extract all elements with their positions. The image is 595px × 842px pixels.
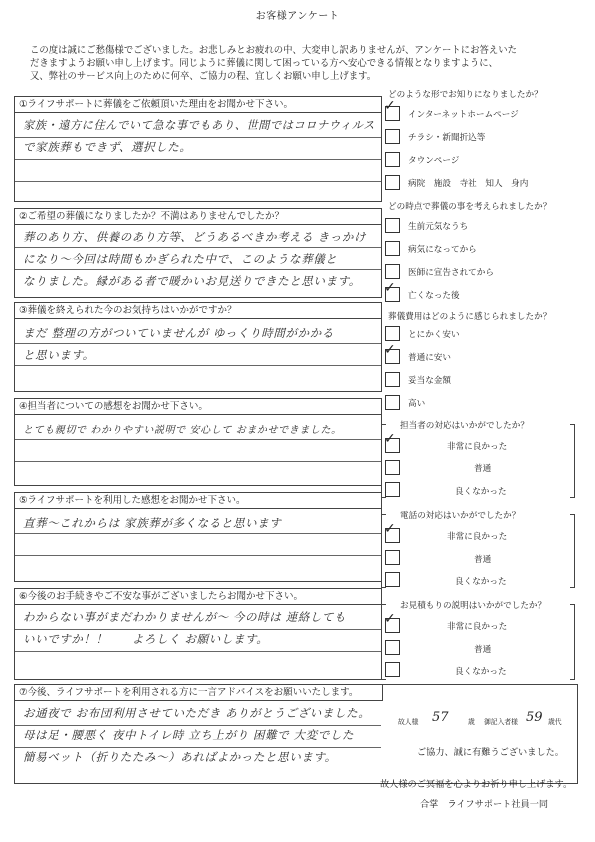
deceased-age-label: 故人様: [398, 718, 419, 726]
right-q3-checkbox-4[interactable]: [385, 395, 400, 410]
form-title: お客様アンケート: [255, 11, 340, 22]
question-6-label: ⑥今後のお手続きやご不安な事がございましたらお聞かせ下さい。: [15, 589, 381, 605]
question-1-box: [14, 96, 382, 202]
check-icon: ✓: [384, 521, 396, 537]
question-6-box: [14, 588, 382, 680]
right-q6-option-2: 普通: [474, 645, 492, 655]
question-6-answer-line-2[interactable]: いいですか！！ よろしく お願いします。: [23, 632, 269, 646]
right-q1-option-4: 病院 施設 寺社 知人 身内: [408, 179, 529, 189]
question-1-label: ①ライフサポートに葬儀をご依頼頂いた理由をお聞かせ下さい。: [15, 97, 381, 113]
right-q4-checkbox-2[interactable]: [385, 460, 400, 475]
right-q2-option-1: 生前元気なうち: [408, 222, 469, 232]
right-q6-checkbox-2[interactable]: [385, 640, 400, 655]
right-q5-option-2: 普通: [474, 555, 492, 565]
question-4-answer-line-1[interactable]: とても親切で わかりやすい説明で 安心して おまかせできました。: [23, 425, 342, 436]
question-7-answer-line-1[interactable]: お通夜で お布団利用させていただき ありがとうございました。: [23, 706, 371, 720]
respondent-age-value[interactable]: 59: [526, 710, 543, 725]
right-q4-option-3: 良くなかった: [455, 487, 507, 497]
bracket-right: [570, 514, 575, 588]
right-q5-option-1: 非常に良かった: [447, 532, 508, 542]
right-q4-option-1: 非常に良かった: [447, 442, 508, 452]
question-5-answer-line-1[interactable]: 直葬～これからは 家族葬が多くなると思います: [23, 516, 282, 530]
right-q5-checkbox-2[interactable]: [385, 550, 400, 565]
right-q1-option-2: チラシ・新聞折込等: [408, 133, 486, 143]
right-q4-option-2: 普通: [474, 464, 492, 474]
right-q1-checkbox-2[interactable]: [385, 129, 400, 144]
bracket-right: [570, 424, 575, 498]
signature-text: 合掌 ライフサポート社員一同: [420, 799, 549, 810]
question-2-label: ②ご希望の葬儀になりましたか？不満はありませんでしたか？: [15, 209, 381, 225]
thanks-text: ご協力、誠に有難うございました。: [417, 747, 564, 758]
question-7-label: ⑦今後、ライフサポートを利用される方に一言アドバイスをお願いいたします。: [15, 685, 383, 701]
question-7-answer-line-2[interactable]: 母は足・腰悪く 夜中トイレ時 立ち上がり 困難で 大変でした: [23, 728, 355, 742]
right-q3-option-1: とにかく安い: [408, 330, 460, 340]
intro-line-1: この度は誠にご愁傷様でございました。お悲しみとお疲れの中、大変申し訳ありませんが、アンケートにお答えいた: [30, 45, 517, 56]
question-4-label: ④担当者についての感想をお聞かせ下さい。: [15, 399, 381, 415]
question-3-answer-line-2[interactable]: と思います。: [23, 348, 95, 362]
question-3-label: ③葬儀を終えられた今のお気持ちはいかがですか？: [15, 303, 381, 319]
right-q3-checkbox-1[interactable]: [385, 326, 400, 341]
respondent-age-label: 御記入者様: [484, 718, 518, 726]
question-1-answer-line-1[interactable]: 家族・遠方に住んでいて急な事でもあり、世間ではコロナウィルス: [23, 118, 375, 132]
check-icon: ✓: [384, 611, 396, 627]
right-q1-checkbox-4[interactable]: [385, 175, 400, 190]
check-icon: ✓: [384, 98, 396, 114]
intro-text: [30, 44, 570, 83]
question-2-answer-line-2[interactable]: になり～今回は時間もかぎられた中で、このような葬儀と: [23, 252, 338, 266]
right-q6-option-1: 非常に良かった: [447, 622, 508, 632]
question-4-box: [14, 398, 382, 486]
right-q2-checkbox-3[interactable]: [385, 264, 400, 279]
check-icon: ✓: [384, 280, 396, 296]
right-q1-checkbox-3[interactable]: [385, 152, 400, 167]
right-q5-heading: 電話の対応はいかがでしたか？: [400, 511, 521, 521]
question-5-label: ⑤ライフサポートを利用した感想をお聞かせ下さい。: [15, 493, 381, 509]
right-q3-option-3: 妥当な金額: [408, 376, 451, 386]
right-q2-heading: どの時点で葬儀の事を考えられましたか？: [388, 202, 552, 212]
question-2-box: [14, 208, 382, 298]
intro-line-3: 又、弊社のサービス向上のために何卒、ご協力の程、宜しくお願い申し上げます。: [30, 71, 377, 82]
intro-line-2: だきますようお願い申し上げます。同じように葬儀に関して困っている方へ安心できる情報となりますように、: [30, 58, 499, 69]
question-2-answer-line-3[interactable]: なりました。縁がある者で暖かいお見送りできたと思います。: [23, 274, 361, 288]
check-icon: ✓: [384, 342, 396, 358]
check-icon: ✓: [384, 431, 396, 447]
right-q4-checkbox-3[interactable]: [385, 482, 400, 497]
right-q2-option-4: 亡くなった後: [408, 291, 460, 301]
right-q3-option-2: 普通に安い: [408, 353, 451, 363]
deceased-age-value[interactable]: 57: [432, 710, 449, 725]
right-q2-option-3: 医師に宣告されてから: [408, 268, 494, 278]
condolence-text: 故人様のご冥福を心よりお祈り申し上げます。: [380, 779, 573, 790]
question-3-answer-line-1[interactable]: まだ 整理の方がついていませんが ゆっくり時間がかかる: [23, 326, 334, 340]
deceased-age-unit: 歳: [468, 718, 475, 726]
bracket-right: [570, 604, 575, 680]
question-7-answer-line-3[interactable]: 簡易ベット（折りたたみ～）あればよかったと思います。: [23, 750, 337, 764]
question-6-answer-line-1[interactable]: わからない事がまだわかりませんが～ 今の時は 連絡しても: [23, 610, 347, 624]
question-7-box: [14, 684, 578, 784]
question-5-box: [14, 492, 382, 582]
right-q3-heading: 葬儀費用はどのように感じられましたか？: [388, 312, 552, 322]
right-q6-heading: お見積もりの説明はいかがでしたか？: [400, 601, 547, 611]
right-q2-checkbox-2[interactable]: [385, 241, 400, 256]
respondent-age-unit: 歳代: [548, 718, 562, 726]
right-q5-option-3: 良くなかった: [455, 577, 507, 587]
question-1-answer-line-2[interactable]: で家族葬もできず、選択した。: [23, 140, 192, 154]
right-q2-option-2: 病気になってから: [408, 245, 477, 255]
right-q6-checkbox-3[interactable]: [385, 662, 400, 677]
right-q6-option-3: 良くなかった: [455, 667, 507, 677]
right-q4-heading: 担当者の対応はいかがでしたか？: [400, 421, 529, 431]
right-q3-option-4: 高い: [408, 399, 426, 409]
question-3-box: [14, 302, 382, 392]
right-q3-checkbox-3[interactable]: [385, 372, 400, 387]
right-q5-checkbox-3[interactable]: [385, 572, 400, 587]
question-2-answer-line-1[interactable]: 葬のあり方、供養のあり方等、どうあるべきか考える きっかけ: [23, 230, 367, 244]
right-q1-option-3: タウンページ: [408, 156, 460, 166]
right-q1-heading: どのような形でお知りになりましたか？: [388, 90, 543, 100]
right-q1-option-1: インターネットホームページ: [408, 110, 519, 120]
right-q2-checkbox-1[interactable]: [385, 218, 400, 233]
